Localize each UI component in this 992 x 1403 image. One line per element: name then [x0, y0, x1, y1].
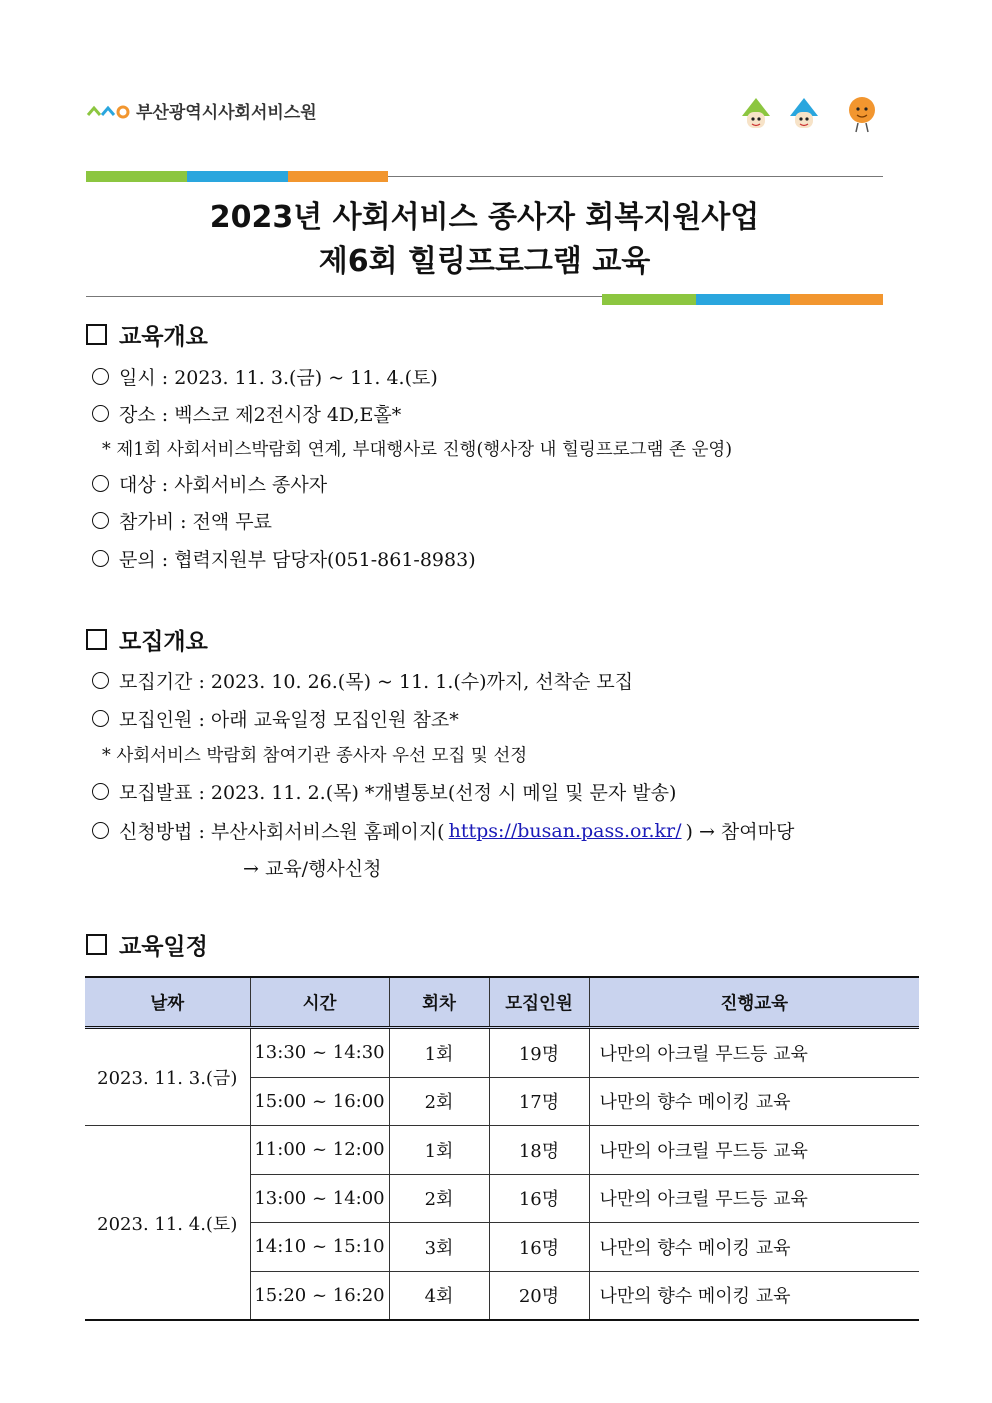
- section-heading-schedule: 교육일정: [86, 928, 208, 961]
- time-cell: 15:00 ~ 16:00: [250, 1077, 389, 1126]
- checkbox-square-icon: [86, 629, 107, 650]
- count-cell: 19명: [489, 1028, 589, 1078]
- col-header-session: 회차: [389, 977, 489, 1028]
- table-row: [85, 1028, 919, 1078]
- count-cell: 18명: [489, 1126, 589, 1175]
- col-header-course: 진행교육: [589, 977, 919, 1028]
- overview-item-date: 일시 : 2023. 11. 3.(금) ~ 11. 4.(토): [92, 363, 438, 390]
- course-cell: 나만의 아크릴 무드등 교육: [589, 1174, 919, 1223]
- count-cell: 16명: [489, 1223, 589, 1272]
- overview-item-target: 대상 : 사회서비스 종사자: [92, 470, 327, 497]
- circle-bullet-icon: [92, 672, 109, 689]
- overview-item-contact: 문의 : 협력지원부 담당자(051-861-8983): [92, 545, 476, 572]
- top-divider-line: [388, 176, 883, 177]
- col-header-time: 시간: [250, 977, 389, 1028]
- date-cell: 2023. 11. 3.(금): [85, 1028, 250, 1126]
- circle-bullet-icon: [92, 550, 109, 567]
- homepage-link[interactable]: https://busan.pass.or.kr/: [448, 819, 682, 842]
- mascot-characters-icon: [738, 94, 883, 136]
- circle-bullet-icon: [92, 512, 109, 529]
- time-cell: 13:00 ~ 14:00: [250, 1174, 389, 1223]
- overview-item-fee: 참가비 : 전액 무료: [92, 507, 272, 534]
- logo-mark-icon: [86, 103, 130, 119]
- table-row: [85, 1126, 919, 1175]
- time-cell: 11:00 ~ 12:00: [250, 1126, 389, 1175]
- col-header-date: 날짜: [85, 977, 250, 1028]
- col-header-count: 모집인원: [489, 977, 589, 1028]
- course-cell: 나만의 향수 메이킹 교육: [589, 1271, 919, 1320]
- course-cell: 나만의 아크릴 무드등 교육: [589, 1028, 919, 1078]
- course-cell: 나만의 향수 메이킹 교육: [589, 1077, 919, 1126]
- recruit-item-period: 모집기간 : 2023. 10. 26.(목) ~ 11. 1.(수)까지, 선착순 모집: [92, 667, 633, 694]
- orange-mascot-icon: [849, 97, 875, 132]
- time-cell: 13:30 ~ 14:30: [250, 1028, 389, 1078]
- session-cell: 4회: [389, 1271, 489, 1320]
- time-cell: 14:10 ~ 15:10: [250, 1223, 389, 1272]
- overview-item-venue: 장소 : 벡스코 제2전시장 4D,E홀*: [92, 400, 401, 427]
- recruit-item-capacity: 모집인원 : 아래 교육일정 모집인원 참조*: [92, 705, 459, 732]
- checkbox-square-icon: [86, 934, 107, 955]
- recruit-item-announce: 모집발표 : 2023. 11. 2.(목) *개별통보(선정 시 메일 및 문자 발송): [92, 778, 676, 805]
- page-title: [86, 196, 883, 284]
- session-cell: 1회: [389, 1126, 489, 1175]
- bottom-color-bar: [602, 294, 883, 305]
- circle-bullet-icon: [92, 405, 109, 422]
- circle-bullet-icon: [92, 783, 109, 800]
- session-cell: 2회: [389, 1174, 489, 1223]
- session-cell: 2회: [389, 1077, 489, 1126]
- course-cell: 나만의 향수 메이킹 교육: [589, 1223, 919, 1272]
- bottom-divider-line: [86, 296, 602, 297]
- title-line-1: 2023년 사회서비스 종사자 회복지원사업: [209, 200, 760, 235]
- time-cell: 15:20 ~ 16:20: [250, 1271, 389, 1320]
- table-header-row: [85, 977, 919, 1028]
- recruit-item-apply: 신청방법 : 부산사회서비스원 홈페이지( https://busan.pass.or.kr/ ) → 참여마당: [92, 817, 794, 844]
- course-cell: 나만의 아크릴 무드등 교육: [589, 1126, 919, 1175]
- recruit-apply-line2: → 교육/행사신청: [243, 858, 382, 880]
- overview-note: * 제1회 사회서비스박람회 연계, 부대행사로 진행(행사장 내 힐링프로그램 존 운영): [102, 440, 733, 460]
- circle-bullet-icon: [92, 475, 109, 492]
- circle-bullet-icon: [92, 710, 109, 727]
- section-heading-recruit: 모집개요: [86, 623, 208, 656]
- circle-bullet-icon: [92, 368, 109, 385]
- org-logo: [86, 98, 317, 123]
- date-cell: 2023. 11. 4.(토): [85, 1126, 250, 1321]
- top-color-bar: [86, 171, 388, 182]
- checkbox-square-icon: [86, 324, 107, 345]
- session-cell: 3회: [389, 1223, 489, 1272]
- blue-mascot-icon: [790, 98, 818, 128]
- count-cell: 17명: [489, 1077, 589, 1126]
- count-cell: 16명: [489, 1174, 589, 1223]
- green-mascot-icon: [742, 98, 770, 128]
- session-cell: 1회: [389, 1028, 489, 1078]
- circle-bullet-icon: [92, 822, 109, 839]
- count-cell: 20명: [489, 1271, 589, 1320]
- recruit-note: * 사회서비스 박람회 참여기관 종사자 우선 모집 및 선정: [102, 746, 528, 766]
- title-line-2: 제6회 힐링프로그램 교육: [318, 244, 651, 279]
- org-name: 부산광역시사회서비스원: [136, 103, 317, 123]
- section-heading-overview: 교육개요: [86, 318, 208, 351]
- schedule-table: [85, 976, 919, 1321]
